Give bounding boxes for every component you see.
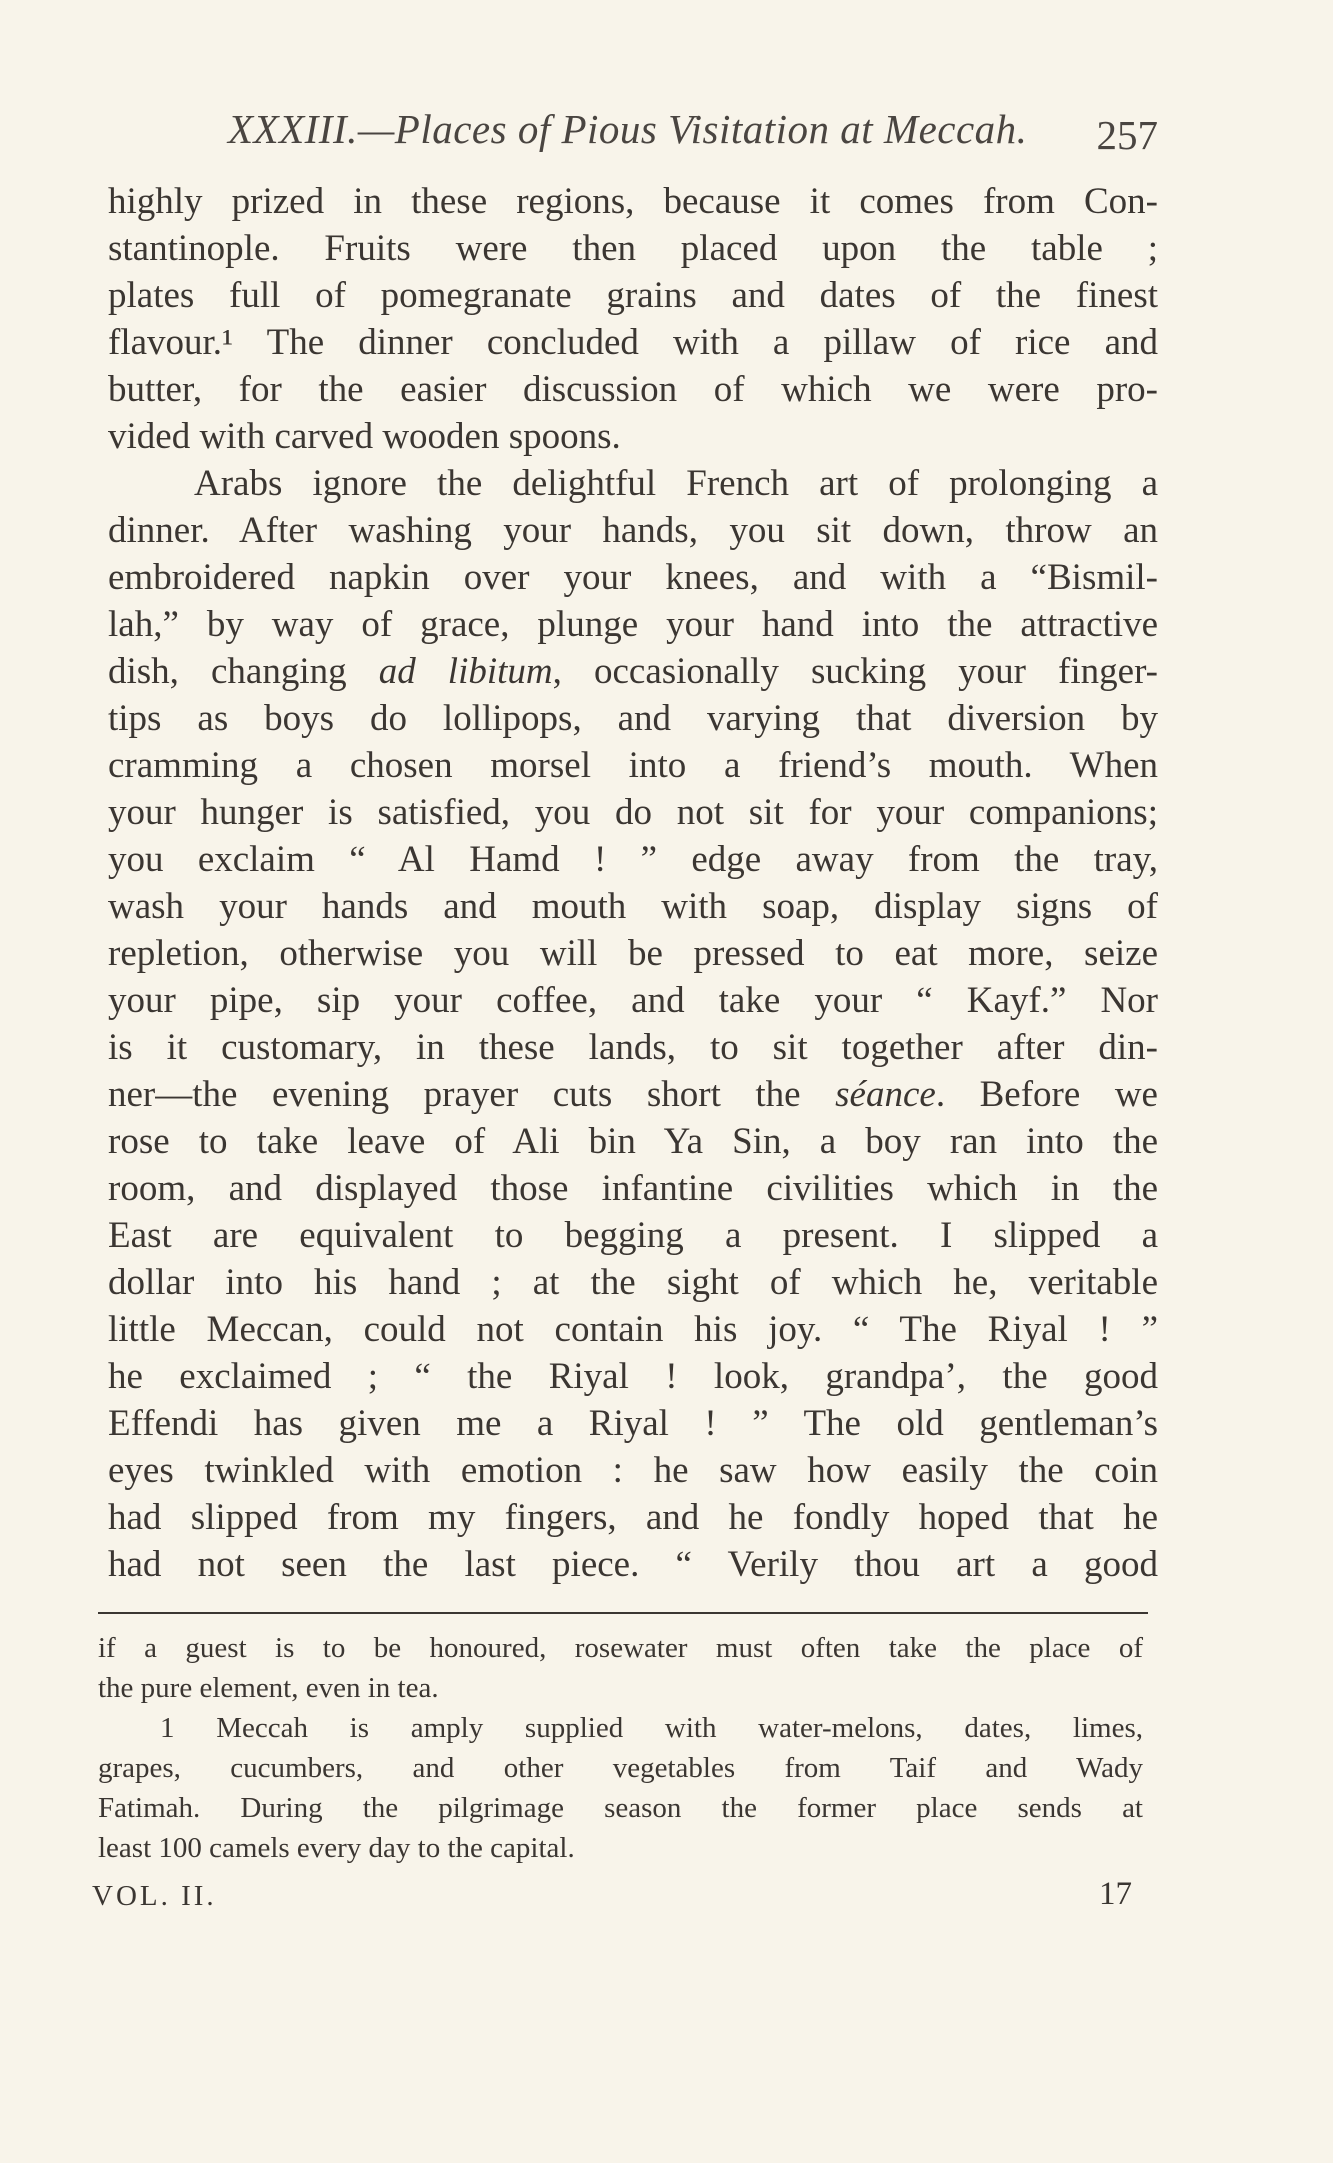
footnote-line: the pure element, even in tea.	[98, 1672, 439, 1704]
running-title: XXXIII.—Places of Pious Visitation at Meccah.	[228, 106, 1028, 152]
body-line: embroidered napkin over your knees, and with a “Bismil-	[108, 557, 1158, 598]
footnote-line: grapes, cucumbers, and other vegetables from Taif and Wady	[98, 1752, 1143, 1784]
footnote-line: if a guest is to be honoured, rosewater must often take the place of	[98, 1632, 1143, 1664]
footnote-rule	[98, 1612, 1148, 1614]
body-line: Arabs ignore the delightful French art of prolonging a	[194, 463, 1158, 504]
signature-number: 17	[1099, 1876, 1132, 1912]
body-line: little Meccan, could not contain his joy. “ The Riyal ! ”	[108, 1309, 1158, 1350]
signature-row	[92, 1876, 1132, 1924]
body-line: repletion, otherwise you will be pressed to eat more, seize	[108, 933, 1158, 974]
footnote-line: Fatimah. During the pilgrimage season the former place sends at	[98, 1792, 1143, 1824]
body-line: highly prized in these regions, because it comes from Con-	[108, 181, 1158, 222]
body-line: butter, for the easier discussion of which we were pro-	[108, 369, 1158, 410]
body-line: he exclaimed ; “ the Riyal ! look, grandpa’, the good	[108, 1356, 1158, 1397]
body-line: stantinople. Fruits were then placed upon the table ;	[108, 228, 1158, 269]
page-number: 257	[1096, 112, 1158, 158]
body-line: vided with carved wooden spoons.	[108, 416, 621, 457]
body-line: East are equivalent to begging a present. I slipped a	[108, 1215, 1158, 1256]
footnote-line: 1 Meccah is amply supplied with water-melons, dates, limes,	[160, 1712, 1143, 1744]
footnotes	[98, 1628, 1143, 1868]
body-line: had not seen the last piece. “ Verily thou art a good	[108, 1544, 1158, 1585]
body-line: cramming a chosen morsel into a friend’s mouth. When	[108, 745, 1158, 786]
body-line: is it customary, in these lands, to sit together after din-	[108, 1027, 1158, 1068]
running-head	[228, 105, 1158, 165]
body-line: eyes twinkled with emotion : he saw how easily the coin	[108, 1450, 1158, 1491]
body-line: lah,” by way of grace, plunge your hand into the attractive	[108, 604, 1158, 645]
volume-mark: VOL. II.	[92, 1880, 217, 1912]
footnote-line: least 100 camels every day to the capital.	[98, 1832, 575, 1864]
body-line: your pipe, sip your coffee, and take your “ Kayf.” Nor	[108, 980, 1158, 1021]
body-line: flavour.¹ The dinner concluded with a pillaw of rice and	[108, 322, 1158, 363]
body-line: dinner. After washing your hands, you sit down, throw an	[108, 510, 1158, 551]
body-text	[108, 178, 1158, 1588]
body-line: dish, changing ad libitum, occasionally sucking your finger-	[108, 651, 1158, 692]
body-line: dollar into his hand ; at the sight of which he, veritable	[108, 1262, 1158, 1303]
body-line: plates full of pomegranate grains and dates of the finest	[108, 275, 1158, 316]
body-line: Effendi has given me a Riyal ! ” The old gentleman’s	[108, 1403, 1158, 1444]
body-line: tips as boys do lollipops, and varying that diversion by	[108, 698, 1158, 739]
body-line: your hunger is satisfied, you do not sit for your companions;	[108, 792, 1158, 833]
body-line: ner—the evening prayer cuts short the séance. Before we	[108, 1074, 1158, 1115]
body-line: wash your hands and mouth with soap, display signs of	[108, 886, 1158, 927]
body-line: rose to take leave of Ali bin Ya Sin, a boy ran into the	[108, 1121, 1158, 1162]
body-line: room, and displayed those infantine civilities which in the	[108, 1168, 1158, 1209]
body-line: you exclaim “ Al Hamd ! ” edge away from the tray,	[108, 839, 1158, 880]
body-line: had slipped from my fingers, and he fondly hoped that he	[108, 1497, 1158, 1538]
